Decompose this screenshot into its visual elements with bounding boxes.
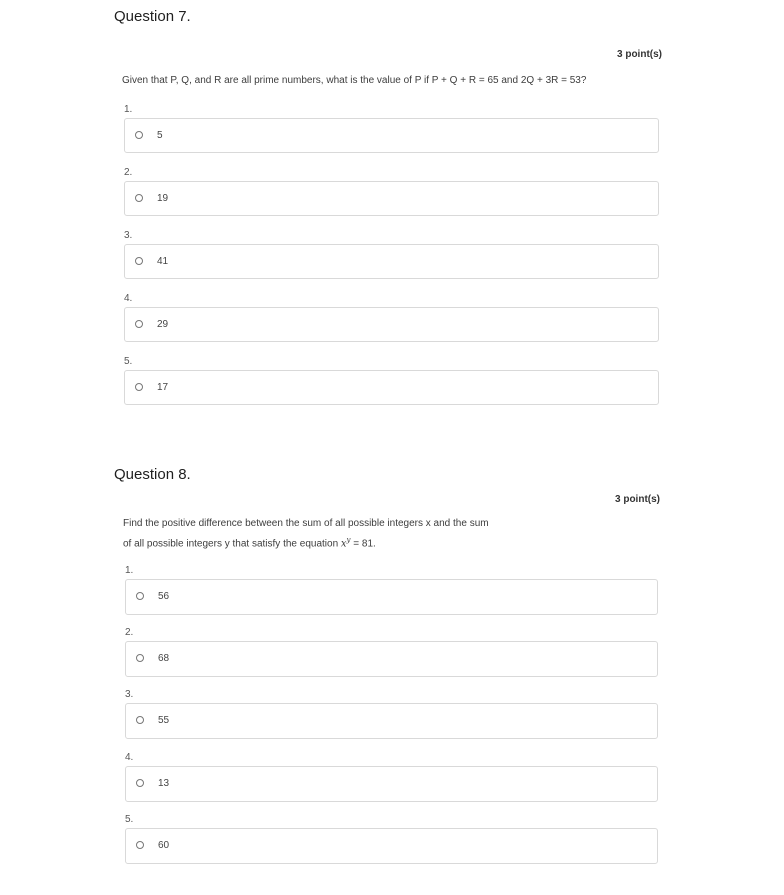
option-number: 3. — [125, 689, 134, 700]
option-label: 5 — [157, 130, 163, 141]
option-box[interactable] — [125, 703, 658, 739]
question-text-line: Find the positive difference between the sum of all possible integers x and the sum — [123, 518, 489, 529]
question-points: 3 point(s) — [617, 49, 662, 60]
option-number: 3. — [124, 230, 133, 241]
option-label: 68 — [158, 653, 170, 664]
question-text-fragment: of all possible integers y that satisfy the equation — [123, 538, 341, 550]
option-number: 2. — [124, 167, 133, 178]
option-box[interactable] — [125, 579, 658, 615]
option-label: 56 — [158, 591, 170, 602]
option-number: 2. — [125, 627, 134, 638]
radio-button[interactable] — [136, 654, 144, 662]
option-box[interactable] — [125, 766, 658, 802]
option-box[interactable] — [125, 828, 658, 864]
option-label: 29 — [157, 319, 169, 330]
option-label: 41 — [157, 256, 169, 267]
radio-button[interactable] — [135, 257, 143, 265]
option-number: 1. — [125, 565, 134, 576]
option-box[interactable] — [124, 370, 659, 405]
answer-option — [0, 230, 784, 294]
equation-rest: = 81. — [350, 538, 376, 550]
option-label: 60 — [158, 840, 170, 851]
option-label: 17 — [157, 382, 169, 393]
answer-option — [0, 293, 784, 357]
option-box[interactable] — [124, 307, 659, 342]
equation-base: x — [340, 538, 347, 550]
radio-button[interactable] — [135, 320, 143, 328]
answer-option — [0, 689, 784, 753]
question-points: 3 point(s) — [615, 494, 660, 505]
answer-option — [0, 752, 784, 816]
question-text: Given that P, Q, and R are all prime numbers, what is the value of P if P + Q + R = 65 and 2Q + 3R = 53? — [122, 75, 587, 86]
option-number: 1. — [124, 104, 133, 115]
radio-button[interactable] — [136, 841, 144, 849]
option-number: 4. — [124, 293, 133, 304]
option-number: 4. — [125, 752, 134, 763]
option-label: 55 — [158, 715, 170, 726]
equation-exponent: y — [346, 536, 351, 544]
answer-option — [0, 565, 784, 629]
answer-option — [0, 104, 784, 168]
question-title: Question 8. — [114, 466, 191, 483]
question-text — [123, 515, 503, 552]
radio-button[interactable] — [136, 592, 144, 600]
answer-option — [0, 167, 784, 231]
radio-button[interactable] — [136, 779, 144, 787]
question-text-line — [123, 532, 503, 552]
answer-option — [0, 627, 784, 691]
radio-button[interactable] — [135, 131, 143, 139]
radio-button[interactable] — [135, 194, 143, 202]
option-label: 19 — [157, 193, 169, 204]
answer-option — [0, 356, 784, 420]
option-box[interactable] — [125, 641, 658, 677]
option-box[interactable] — [124, 244, 659, 279]
option-box[interactable] — [124, 118, 659, 153]
radio-button[interactable] — [136, 716, 144, 724]
option-number: 5. — [125, 814, 134, 825]
option-number: 5. — [124, 356, 133, 367]
option-label: 13 — [158, 778, 170, 789]
option-box[interactable] — [124, 181, 659, 216]
radio-button[interactable] — [135, 383, 143, 391]
answer-option — [0, 814, 784, 878]
question-title: Question 7. — [114, 8, 191, 25]
